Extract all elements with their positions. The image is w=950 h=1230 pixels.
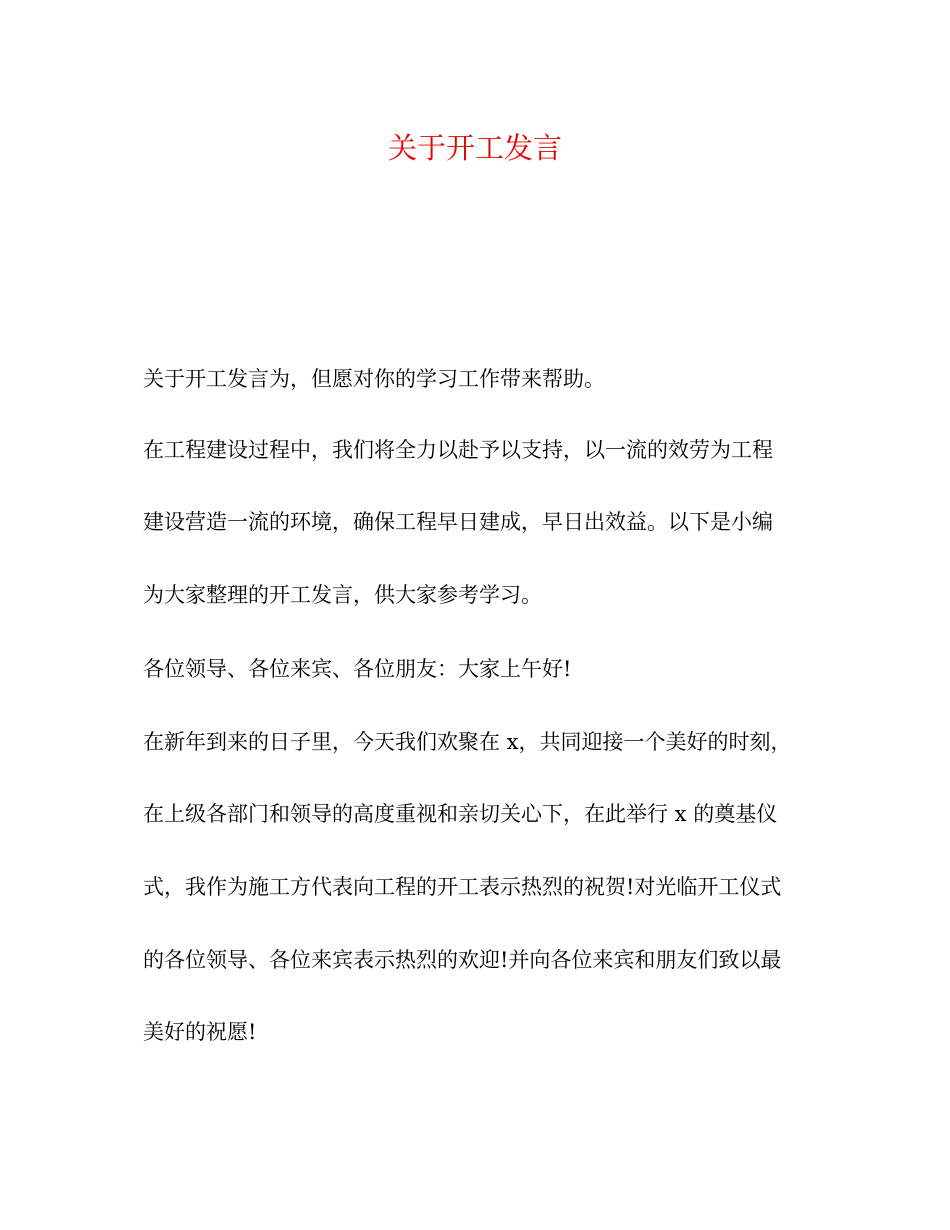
- paragraph-line: 美好的祝愿!: [143, 1020, 257, 1044]
- document-title: 关于开工发言: [387, 131, 562, 165]
- paragraph-line: 为大家整理的开工发言，供大家参考学习。: [143, 583, 542, 607]
- paragraph-line: 在工程建设过程中，我们将全力以赴予以支持，以一流的效劳为工程: [143, 438, 773, 462]
- paragraph-line: 的各位领导、各位来宾表示热烈的欢迎!并向各位来宾和朋友们致以最: [143, 948, 782, 972]
- paragraph-line: 建设营造一流的环境，确保工程早日建成，早日出效益。以下是小编: [143, 510, 773, 534]
- paragraph-line: 在上级各部门和领导的高度重视和亲切关心下，在此举行 x 的奠基仪: [143, 802, 778, 826]
- paragraph-line: 式，我作为施工方代表向工程的开工表示热烈的祝贺!对光临开工仪式: [143, 875, 782, 899]
- paragraph-line: 在新年到来的日子里，今天我们欢聚在 x，共同迎接一个美好的时刻，: [143, 730, 792, 754]
- intro-line: 关于开工发言为，但愿对你的学习工作带来帮助。: [143, 367, 605, 391]
- greeting-line: 各位领导、各位来宾、各位朋友：大家上午好!: [143, 657, 572, 681]
